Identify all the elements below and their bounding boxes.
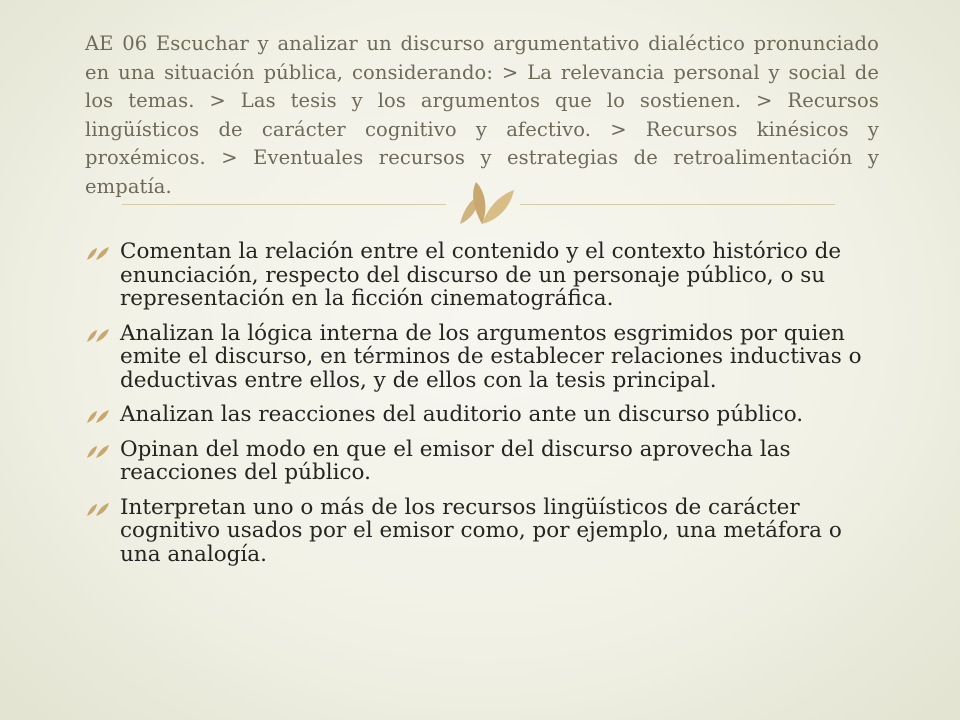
divider-right [520, 204, 835, 205]
double-leaf-bullet-icon [85, 442, 111, 460]
bullet-item [85, 403, 875, 427]
bullet-item [85, 438, 875, 485]
bullet-text: Analizan las reacciones del auditorio ante un discurso público. [120, 402, 804, 427]
bullet-item [85, 496, 875, 567]
double-leaf-bullet-icon [85, 326, 111, 344]
objective-header: AE 06 Escuchar y analizar un discurso argumentativo dialéctico pronunciado en una situación pública, considerando: > La relevancia personal y social de los temas. > Las tesis y los argumentos que lo sostienen. > Recursos lingüísticos de carácter cognitivo y afectivo. > Recursos kinésicos y proxémicos. > Eventuales recursos y estrategias de retroalimentación y empatía. [85, 32, 879, 198]
double-leaf-bullet-icon [85, 500, 111, 518]
divider-left [122, 204, 446, 205]
bullet-item [85, 322, 875, 393]
bullet-list [85, 240, 875, 577]
bullet-text: Analizan la lógica interna de los argumentos esgrimidos por quien emite el discurso, en términos de establecer relaciones inductivas o deductivas entre ellos, y de ellos con la tesis principal. [120, 320, 862, 393]
double-leaf-bullet-icon [85, 244, 111, 262]
double-leaf-bullet-icon [85, 407, 111, 425]
bullet-text: Opinan del modo en que el emisor del discurso aprovecha las reacciones del público. [120, 436, 791, 485]
double-leaf-ornament-icon [452, 180, 516, 226]
bullet-text: Comentan la relación entre el contenido y el contexto histórico de enunciación, respecto del discurso de un personaje público, o su representación en la ficción cinematográfica. [120, 239, 842, 311]
bullet-item [85, 240, 875, 311]
bullet-text: Interpretan uno o más de los recursos lingüísticos de carácter cognitivo usados por el emisor como, por ejemplo, una metáfora o una analogía. [120, 494, 842, 567]
